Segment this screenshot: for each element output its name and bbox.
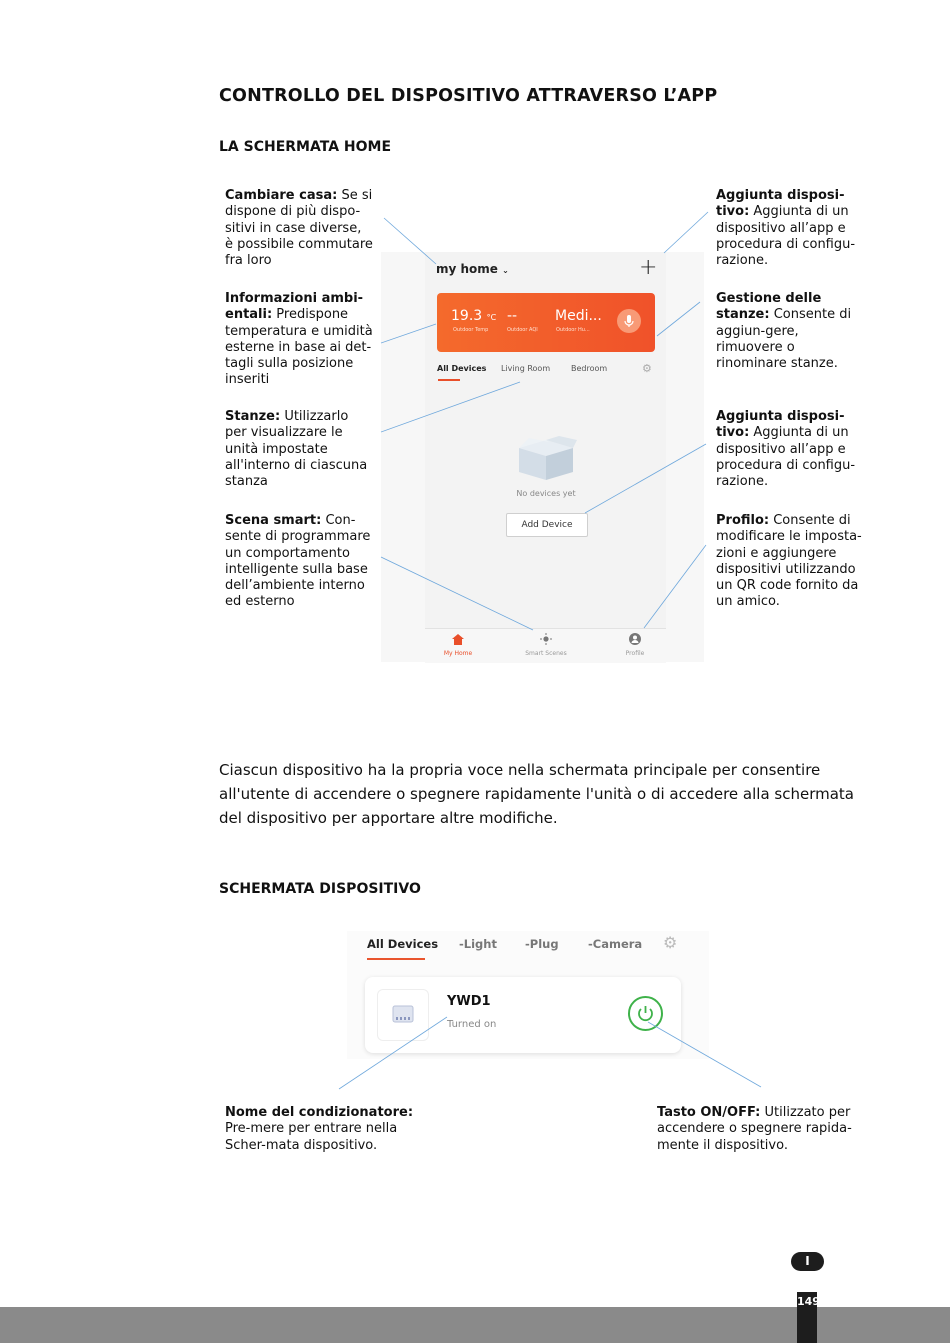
- tab-living-room[interactable]: Living Room: [501, 364, 551, 373]
- home-screen-screenshot: [381, 252, 704, 662]
- page-number: 149: [797, 1292, 817, 1343]
- power-icon: [630, 998, 661, 1029]
- annotation-text: Utilizzarlo per visualizzare le unità impostate all'interno di ciascuna stanza: [225, 409, 368, 490]
- annotation-label: Nome del condizionatore:: [225, 1105, 414, 1120]
- annotation-text: Aggiunta di un dispositivo all’app e procedura di configu-razione.: [716, 204, 856, 269]
- annotation-tasto-onoff: [657, 1105, 857, 1154]
- bottom-tab-bar: [425, 628, 666, 663]
- tab-profile-label: Profile: [625, 650, 645, 657]
- section-device-heading: SCHERMATA DISPOSITIVO: [219, 881, 421, 897]
- annotation-nome-condizionatore: [225, 1105, 425, 1154]
- annotation-aggiunta-dispositivo-1: [716, 188, 864, 269]
- power-button[interactable]: [628, 996, 663, 1031]
- device-status: Turned on: [447, 1019, 497, 1030]
- tab-smart-scenes[interactable]: [521, 650, 571, 657]
- annotation-label: Tasto ON/OFF:: [657, 1105, 761, 1120]
- empty-box-icon: [515, 436, 577, 486]
- add-device-button[interactable]: Add Device: [506, 513, 588, 537]
- add-device-plus-icon[interactable]: +: [639, 255, 658, 280]
- annotation-text: Predispone temperatura e umidità esterne in base ai det-tagli sulla posizione inseriti: [225, 307, 373, 388]
- tab-profile[interactable]: [610, 650, 660, 657]
- annotation-informazioni: [225, 291, 373, 389]
- profile-icon: [629, 633, 641, 645]
- weather-humidity-label: Outdoor Hu...: [556, 327, 590, 333]
- weather-aqi-label: Outdoor AQI: [507, 327, 538, 333]
- weather-card: [437, 293, 655, 352]
- empty-state-text: No devices yet: [516, 489, 576, 498]
- annotation-label: Aggiunta disposi-tivo:: [716, 188, 845, 220]
- annotation-label: Gestione delle stanze:: [716, 291, 822, 323]
- gear-icon[interactable]: ⚙: [642, 362, 652, 375]
- weather-temp: 19.3 °C: [451, 308, 497, 324]
- home-icon: [452, 634, 464, 645]
- weather-humidity: Medi...: [555, 308, 602, 324]
- device-tab-all[interactable]: All Devices: [367, 937, 439, 951]
- annotation-label: Informazioni ambi-entali:: [225, 291, 364, 323]
- weather-temp-label: Outdoor Temp: [453, 327, 489, 333]
- active-tab-indicator: [438, 379, 460, 381]
- air-conditioner-icon: [377, 989, 429, 1041]
- annotation-text: Pre-mere per entrare nella Scher-mata dispositivo.: [225, 1121, 398, 1153]
- annotation-cambiare-casa: [225, 188, 373, 269]
- chevron-down-icon: ⌄: [502, 266, 509, 275]
- annotation-profilo: [716, 513, 864, 611]
- device-tab-camera[interactable]: -Camera: [588, 937, 643, 951]
- annotation-gestione-stanze: [716, 291, 864, 372]
- annotation-text: Aggiunta di un dispositivo all’app e procedura di configu-razione.: [716, 425, 856, 490]
- weather-aqi: --: [507, 308, 518, 324]
- gear-icon[interactable]: ⚙: [663, 933, 678, 952]
- annotation-label: Scena smart:: [225, 513, 322, 528]
- sun-icon: [540, 633, 552, 645]
- page-title: CONTROLLO DEL DISPOSITIVO ATTRAVERSO L’APP: [219, 86, 718, 106]
- annotation-text: Se si dispone di più dispo-sitivi in case diverse, è possibile commutare fra loro: [225, 188, 373, 269]
- tab-smart-scenes-label: Smart Scenes: [525, 650, 567, 657]
- device-screen-screenshot: [347, 931, 709, 1059]
- annotation-scena-smart: [225, 513, 373, 611]
- annotation-text: Con-sente di programmare un comportamento intelligente sulla base dell’ambiente interno ed esterno: [225, 513, 371, 610]
- annotation-stanze: [225, 409, 373, 490]
- annotation-aggiunta-dispositivo-2: [716, 409, 864, 490]
- annotation-label: Profilo:: [716, 513, 770, 528]
- tab-my-home-label: My Home: [443, 650, 473, 657]
- device-tab-plug[interactable]: -Plug: [525, 937, 559, 951]
- intro-paragraph: Ciascun dispositivo ha la propria voce nella schermata principale per consentire all'utente di accendere o spegnere rapidamente l'unità o di accedere alla schermata del dispositivo per apportare altre modifiche.: [219, 761, 854, 827]
- microphone-icon[interactable]: [617, 309, 641, 333]
- annotation-text: Consente di aggiun-gere, rimuovere o rinominare stanze.: [716, 307, 852, 372]
- language-badge: I: [791, 1252, 824, 1271]
- home-title: my home: [436, 262, 498, 276]
- annotation-label: Aggiunta disposi-tivo:: [716, 409, 845, 441]
- annotation-text: Consente di modificare le imposta-zioni e aggiungere dispositivi utilizzando un QR code fornito da un amico.: [716, 513, 862, 610]
- tab-all-devices[interactable]: All Devices: [437, 364, 487, 373]
- device-active-tab-indicator: [367, 958, 425, 960]
- device-card[interactable]: [365, 977, 681, 1053]
- annotation-label: Stanze:: [225, 409, 281, 424]
- section-home-heading: LA SCHERMATA HOME: [219, 139, 392, 155]
- annotation-text: Utilizzato per accendere o spegnere rapida-mente il dispositivo.: [657, 1105, 852, 1153]
- tab-bedroom[interactable]: Bedroom: [571, 364, 608, 373]
- home-selector[interactable]: [436, 262, 509, 276]
- device-name[interactable]: YWD1: [447, 994, 491, 1009]
- tab-my-home[interactable]: [433, 650, 483, 657]
- annotation-label: Cambiare casa:: [225, 188, 338, 203]
- device-tab-light[interactable]: -Light: [459, 937, 497, 951]
